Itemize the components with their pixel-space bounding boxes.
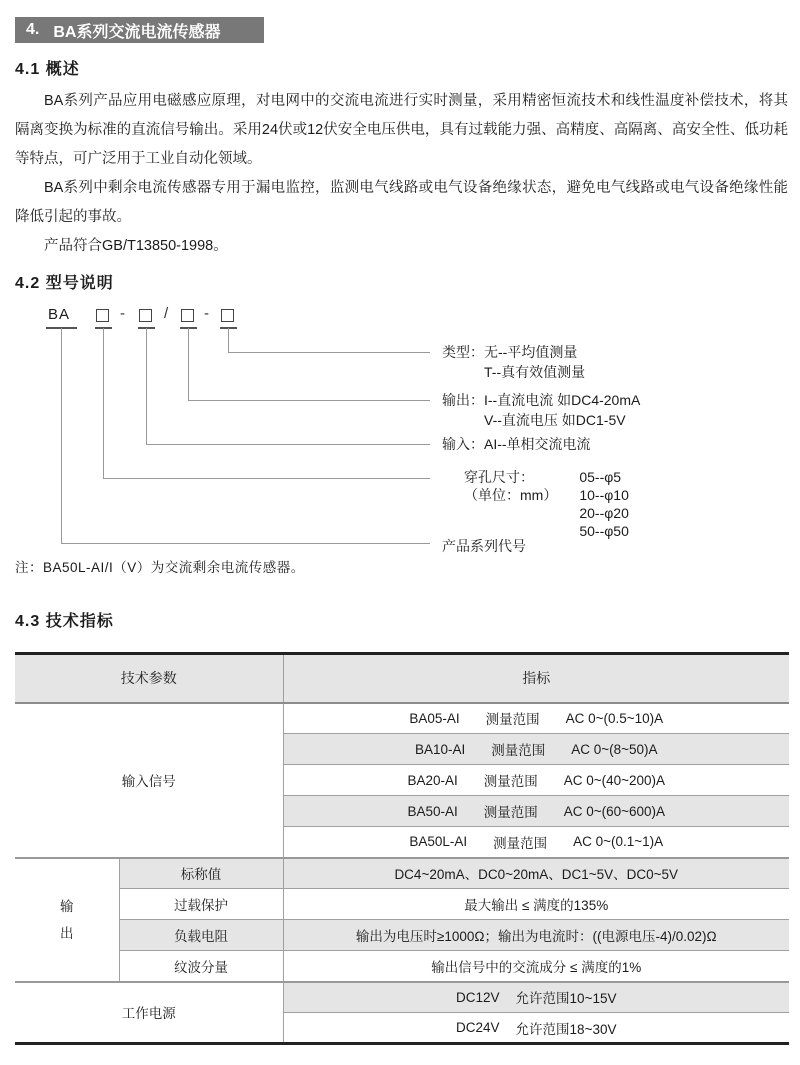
heading-specs: 4.3 技术指标 [15,613,114,630]
section-title: BA系列交流电流传感器 [53,23,221,41]
spec-param-cell: 标称值 [119,858,283,889]
model-code-separator: - [204,305,209,322]
overview-paragraph: BA系列产品应用电磁感应原理，对电网中的交流电流进行实时测量，采用精密恒流技术和线性温度补偿技术，将其隔离变换为标准的直流信号输出。采用24伏或12伏安全电压供电，具有过载能力强、高精度、高隔离、高安全性、低功耗等特点，可广泛用于工业自动化领域。 [15,93,788,167]
model-code-separator: / [164,305,169,322]
heading-overview: 4.1 概述 [15,61,80,78]
table-row [15,982,789,1013]
table-row [15,889,789,920]
connector-line [188,400,430,401]
group-label-input-signal: 输入信号 [121,774,176,789]
label-type-caption: 类型： [442,344,484,360]
table-row [15,703,789,734]
connector-line [146,328,147,444]
connector-line [188,328,189,400]
label-type-options: 无--平均值测量 T--真有效值测量 [484,344,586,380]
model-code-separator: - [120,305,125,322]
column-header-param: 技术参数 [15,654,283,703]
spec-value-cell: 输出为电压时≥1000Ω；输出为电流时：((电源电压-4)/0.02)Ω [283,920,789,951]
label-output-options: I--直流电流 如DC4-20mA V--直流电压 如DC1-5V [484,392,641,428]
spec-value-cell: 最大输出 ≤ 满度的135% [283,889,789,920]
model-code-box-input [139,309,152,322]
spec-value-cell: DC12V 允许范围10~15V [283,982,789,1013]
spec-table [15,652,789,1045]
spec-param-cell: 过载保护 [119,889,283,920]
group-label-output: 输出 [15,858,119,982]
connector-line [103,328,104,478]
table-row [15,858,789,889]
group-label-power: 工作电源 [15,982,283,1044]
label-input-caption: 输入： [442,436,484,452]
label-output-caption: 输出： [442,392,484,408]
model-code-prefix: BA [48,306,71,323]
label-series: 产品系列代号 [442,538,526,554]
model-code-diagram [0,300,800,556]
connector-line [61,543,430,544]
label-output [442,390,640,430]
spec-value-cell: 输出信号中的交流成分 ≤ 满度的1% [283,951,789,982]
connector-line [61,328,62,543]
connector-line [146,444,430,445]
overview-text [15,87,788,261]
spec-value-cell: DC24V 允许范围18~30V [283,1013,789,1044]
spec-param-cell: 负载电阻 [119,920,283,951]
spec-param-cell: 纹波分量 [119,951,283,982]
label-aperture-options: 05--φ5 10--φ10 20--φ20 50--φ50 [579,469,629,539]
table-header-row [15,654,789,703]
model-code-box-output [181,309,194,322]
label-aperture [442,468,629,540]
connector-line [228,352,430,353]
model-note: 注：BA50L-AI/I（V）为交流剩余电流传感器。 [15,560,305,575]
spec-value-cell: BA50L-AI 测量范围 AC 0~(0.1~1)A [283,827,789,858]
label-input-options: AI--单相交流电流 [484,436,591,452]
section-number: 4. [26,21,40,38]
model-code-box-size [96,309,109,322]
label-input [442,434,591,454]
table-row [15,951,789,982]
table-row [15,920,789,951]
spec-value-cell: BA20-AI 测量范围 AC 0~(40~200)A [283,765,789,796]
label-type [442,342,585,382]
spec-value-cell: BA10-AI 测量范围 AC 0~(8~50)A [283,734,789,765]
column-header-value: 指标 [283,654,789,703]
overview-paragraph: 产品符合GB/T13850-1998。 [44,238,228,254]
overview-paragraph: BA系列中剩余电流传感器专用于漏电监控，监测电气线路或电气设备绝缘状态，避免电气线路或电气设备绝缘性能降低引起的事故。 [15,180,788,225]
connector-line [228,328,229,352]
spec-value-cell: BA05-AI 测量范围 AC 0~(0.5~10)A [283,703,789,734]
heading-model: 4.2 型号说明 [15,275,114,292]
spec-value-cell: BA50-AI 测量范围 AC 0~(60~600)A [283,796,789,827]
section-title-bar [15,17,264,43]
model-code-box-type [221,309,234,322]
connector-line [103,478,430,479]
spec-value-cell: DC4~20mA、DC0~20mA、DC1~5V、DC0~5V [283,858,789,889]
label-aperture-caption: 穿孔尺寸： （单位：mm） [464,469,558,503]
